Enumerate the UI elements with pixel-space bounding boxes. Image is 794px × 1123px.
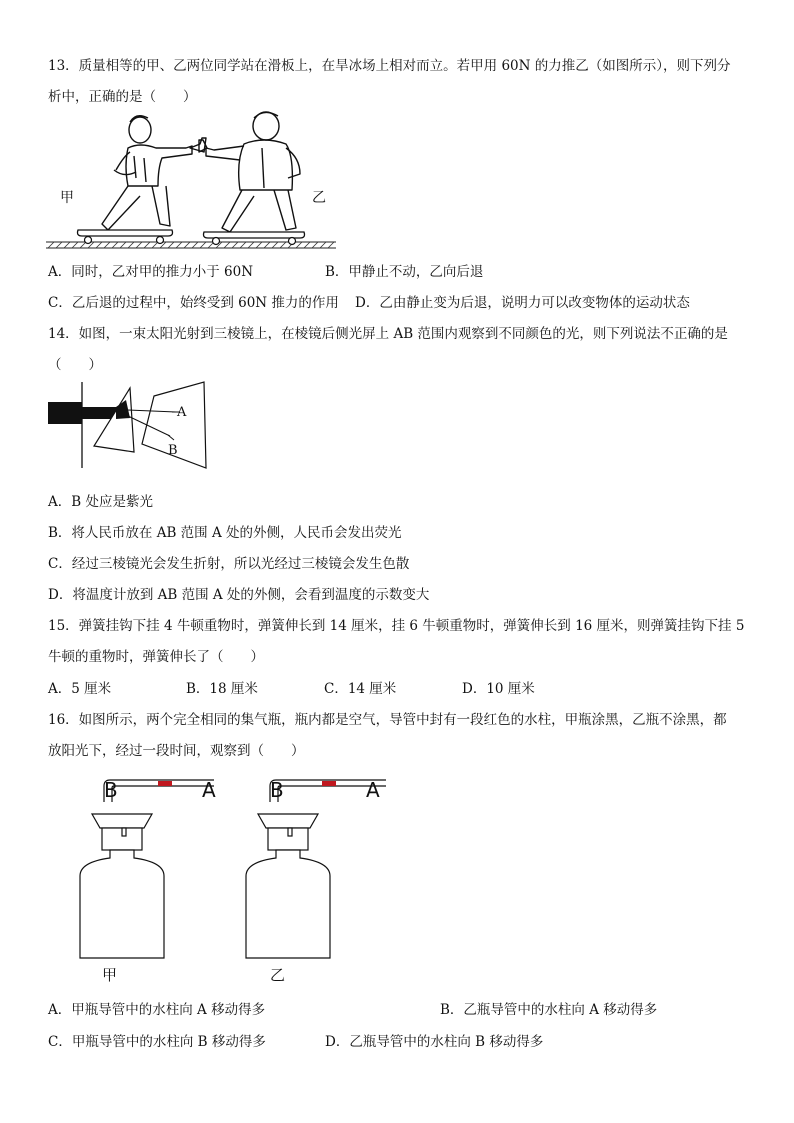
q15-stem-line2: 牛顿的重物时，弹簧伸长了（ ） [48,649,264,665]
person-jia [102,116,206,230]
q14-label-b: B [168,443,178,458]
q13-label-yi: 乙 [312,190,326,206]
water-column-jia [158,781,172,786]
q14-stem-line2: （ ） [48,357,102,373]
prism [94,388,134,452]
q16-label-left-b: B [104,778,118,802]
q14-prism-figure [46,380,216,470]
water-column-yi [322,781,336,786]
q13-option-c[interactable]: C．乙后退的过程中，始终受到 60N 推力的作用 [48,295,339,311]
bottle-yi [246,780,386,958]
q16-label-left-a: A [202,778,216,802]
skateboard-yi [204,232,305,245]
q14-stem-line1: 14．如图，一束太阳光射到三棱镜上，在棱镜后侧光屏上 AB 范围内观察到不同颜色的光，则下列说法不正确的是 [48,326,728,342]
q13-stem-line2: 析中，正确的是（ ） [48,89,197,105]
person-yi [199,112,300,232]
q14-option-c[interactable]: C．经过三棱镜光会发生折射，所以光经过三棱镜会发生色散 [48,556,410,572]
q15-option-c[interactable]: C．14 厘米 [324,681,397,697]
light-source-block [48,402,82,424]
q13-label-jia: 甲 [60,190,74,206]
q13-option-a[interactable]: A．同时，乙对甲的推力小于 60N [48,264,254,280]
q15-option-b[interactable]: B．18 厘米 [186,681,258,697]
q16-label-right-a: A [366,778,380,802]
q16-option-a[interactable]: A．甲瓶导管中的水柱向 A 移动得多 [48,1002,266,1018]
q16-option-c[interactable]: C．甲瓶导管中的水柱向 B 移动得多 [48,1034,266,1050]
q16-label-yi: 乙 [270,966,286,984]
q14-option-b[interactable]: B．将人民币放在 AB 范围 A 处的外侧，人民币会发出荧光 [48,525,402,541]
q13-option-b[interactable]: B．甲静止不动，乙向后退 [325,264,484,280]
q16-option-b[interactable]: B．乙瓶导管中的水柱向 A 移动得多 [440,1002,658,1018]
q16-stem-line2: 放阳光下，经过一段时间，观察到（ ） [48,743,305,759]
q16-option-d[interactable]: D．乙瓶导管中的水柱向 B 移动得多 [325,1034,544,1050]
q15-stem-line1: 15．弹簧挂钩下挂 4 牛顿重物时，弹簧伸长到 14 厘米，挂 6 牛顿重物时，弹簧伸长到 16 厘米，则弹簧挂钩下挂 5 [48,618,745,634]
light-beam [82,407,116,419]
q15-option-a[interactable]: A．5 厘米 [48,681,112,697]
q13-stem-line1: 13．质量相等的甲、乙两位同学站在滑板上，在旱冰场上相对而立。若甲用 60N 的力推乙（如图所示），则下列分 [48,58,731,74]
q14-option-a[interactable]: A．B 处应是紫光 [48,494,153,510]
skateboard-jia [78,230,173,244]
q16-stem-line1: 16．如图所示，两个完全相同的集气瓶，瓶内都是空气，导管中封有一段红色的水柱，甲瓶涂黑，乙瓶不涂黑，都 [48,712,727,728]
q15-option-d[interactable]: D．10 厘米 [462,681,535,697]
q13-skateboard-figure [44,108,344,258]
q16-label-right-b: B [270,778,284,802]
q14-label-a: A [177,405,187,420]
q16-label-jia: 甲 [102,966,118,984]
q13-option-d[interactable]: D．乙由静止变为后退，说明力可以改变物体的运动状态 [355,295,690,311]
q14-option-d[interactable]: D．将温度计放到 AB 范围 A 处的外侧，会看到温度的示数变大 [48,587,430,603]
q16-bottles-figure [70,772,390,990]
bottle-jia [80,780,214,958]
